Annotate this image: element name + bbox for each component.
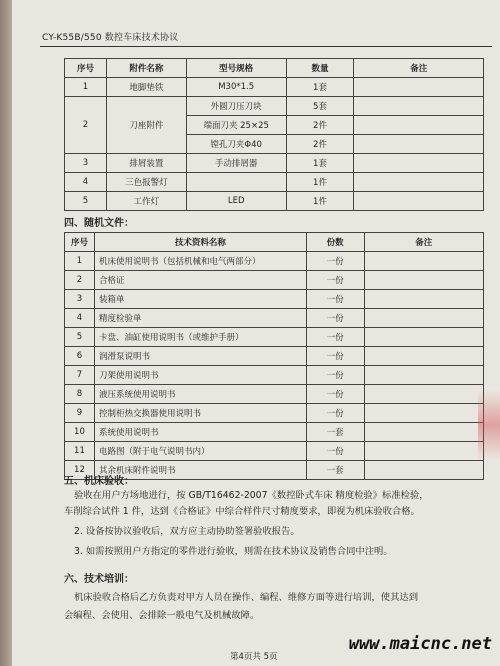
cell-note (354, 192, 484, 211)
col-header: 序号 (65, 59, 107, 78)
cell-spec: 端面刀夹 25×25 (186, 116, 286, 135)
cell-name: 润滑泵说明书 (94, 347, 306, 366)
cell-note (364, 461, 484, 480)
cell-note (364, 366, 484, 385)
paragraph: 2. 设备按协议验收后，双方应主动协助签署验收报告。 (74, 526, 300, 537)
cell-spec: LED (186, 192, 286, 211)
cell-no: 7 (65, 366, 95, 385)
cell-no: 3 (65, 290, 95, 309)
cell-qty: 一份 (306, 252, 364, 271)
section-title: 五、机床验收： (64, 476, 134, 487)
table-header-row (65, 233, 484, 252)
cell-note (364, 309, 484, 328)
col-header: 备注 (364, 233, 484, 252)
col-header: 备注 (354, 59, 484, 78)
cell-note (354, 97, 484, 116)
table-row (65, 97, 484, 116)
cell-no: 10 (65, 423, 95, 442)
cell-name: 装箱单 (94, 290, 306, 309)
document-page (12, 0, 500, 666)
cell-name: 系统使用说明书 (94, 423, 306, 442)
cell-name: 刀座附件 (106, 97, 186, 154)
cell-name: 刀架使用说明书 (94, 366, 306, 385)
cell-spec: 手动排屑器 (186, 154, 286, 173)
cell-note (364, 385, 484, 404)
cell-qty: 一份 (306, 442, 364, 461)
col-header: 数量 (286, 59, 354, 78)
table-row (65, 347, 484, 366)
paragraph: 车削综合试件 1 件，达到《合格证》中综合样件尺寸精度要求，即视为机床验收合格。 (64, 506, 420, 517)
cell-no: 3 (65, 154, 107, 173)
cell-spec (186, 173, 286, 192)
paragraph: 会编程、会使用、会排除一般电气及机械故障。 (64, 610, 260, 621)
cell-spec: 外圆刀压刀块 (186, 97, 286, 116)
watermark-text: www.maicnc.net (348, 634, 492, 654)
cell-qty: 5套 (286, 97, 354, 116)
cell-no: 1 (65, 78, 107, 97)
paragraph: 3. 如需按照用户方指定的零件进行验收，则需在技术协议及销售合同中注明。 (74, 546, 393, 557)
cell-note (364, 347, 484, 366)
table-row (65, 78, 484, 97)
cell-qty: 1套 (286, 154, 354, 173)
cell-name: 液压系统使用说明书 (94, 385, 306, 404)
cell-qty: 一套 (306, 423, 364, 442)
cell-name: 控制柜热交换器使用说明书 (94, 404, 306, 423)
cell-qty: 一套 (306, 461, 364, 480)
table-row (65, 404, 484, 423)
cell-name: 机床使用说明书（包括机械和电气两部分） (94, 252, 306, 271)
table-row (65, 252, 484, 271)
cell-note (354, 78, 484, 97)
col-header: 序号 (65, 233, 95, 252)
red-stamp-fragment (478, 390, 500, 460)
table-row (65, 385, 484, 404)
cell-name: 其余机床附件说明书 (94, 461, 306, 480)
cell-qty: 一份 (306, 366, 364, 385)
cell-qty: 2件 (286, 135, 354, 154)
table-row (65, 154, 484, 173)
cell-no: 2 (65, 271, 95, 290)
cell-no: 11 (65, 442, 95, 461)
table-row (65, 309, 484, 328)
cell-qty: 一份 (306, 290, 364, 309)
cell-note (364, 328, 484, 347)
table-row (65, 290, 484, 309)
cell-note (354, 173, 484, 192)
cell-no: 2 (65, 97, 107, 154)
paragraph: 验收在用户方场地进行，按 GB/T16462-2007《数控卧式车床 精度检验》标准检验， (74, 490, 429, 501)
cell-qty: 一份 (306, 385, 364, 404)
cell-qty: 1套 (286, 78, 354, 97)
cell-note (354, 154, 484, 173)
section-title: 六、技术培训： (64, 574, 134, 585)
cell-name: 排屑装置 (106, 154, 186, 173)
table-row (65, 271, 484, 290)
table-row (65, 192, 484, 211)
cell-no: 9 (65, 404, 95, 423)
page-header: CY-K55B/550 数控车床技术协议 (42, 33, 179, 43)
cell-qty: 1件 (286, 173, 354, 192)
cell-no: 12 (65, 461, 95, 480)
cell-no: 4 (65, 309, 95, 328)
cell-no: 5 (65, 328, 95, 347)
cell-name: 工作灯 (106, 192, 186, 211)
background-edge (0, 0, 12, 666)
table-row (65, 328, 484, 347)
table-row (65, 423, 484, 442)
cell-name: 合格证 (94, 271, 306, 290)
cell-note (364, 442, 484, 461)
col-header: 份数 (306, 233, 364, 252)
cell-qty: 2件 (286, 116, 354, 135)
col-header: 型号规格 (186, 59, 286, 78)
cell-no: 1 (65, 252, 95, 271)
cell-qty: 一份 (306, 309, 364, 328)
cell-no: 8 (65, 385, 95, 404)
cell-name: 卡盘、油缸使用说明书（或维护手册） (94, 328, 306, 347)
cell-note (354, 135, 484, 154)
cell-note (364, 423, 484, 442)
section-title: 四、随机文件： (64, 218, 134, 229)
cell-note (364, 252, 484, 271)
cell-note (354, 116, 484, 135)
table-row (65, 442, 484, 461)
table-row (65, 366, 484, 385)
table-row (65, 173, 484, 192)
accessory-table (64, 58, 484, 211)
cell-qty: 一份 (306, 271, 364, 290)
cell-qty: 一份 (306, 347, 364, 366)
cell-name: 精度检验单 (94, 309, 306, 328)
table-header-row (65, 59, 484, 78)
cell-qty: 一份 (306, 404, 364, 423)
cell-qty: 一份 (306, 328, 364, 347)
cell-no: 5 (65, 192, 107, 211)
cell-note (364, 404, 484, 423)
cell-name: 电路图（附于电气说明书内） (94, 442, 306, 461)
cell-name: 地脚垫铁 (106, 78, 186, 97)
cell-note (364, 271, 484, 290)
header-rule (40, 46, 492, 47)
cell-note (364, 290, 484, 309)
cell-spec: M30*1.5 (186, 78, 286, 97)
page-footer: 第4页共 5页 (230, 652, 278, 662)
col-header: 附件名称 (106, 59, 186, 78)
documents-table (64, 232, 484, 480)
paragraph: 机床验收合格后乙方负责对甲方人员在操作、编程、维修方面等进行培训，使其达到 (74, 592, 418, 603)
col-header: 技术资料名称 (94, 233, 306, 252)
cell-no: 6 (65, 347, 95, 366)
cell-qty: 1件 (286, 192, 354, 211)
cell-name: 三色报警灯 (106, 173, 186, 192)
cell-no: 4 (65, 173, 107, 192)
cell-spec: 镗孔刀夹Φ40 (186, 135, 286, 154)
